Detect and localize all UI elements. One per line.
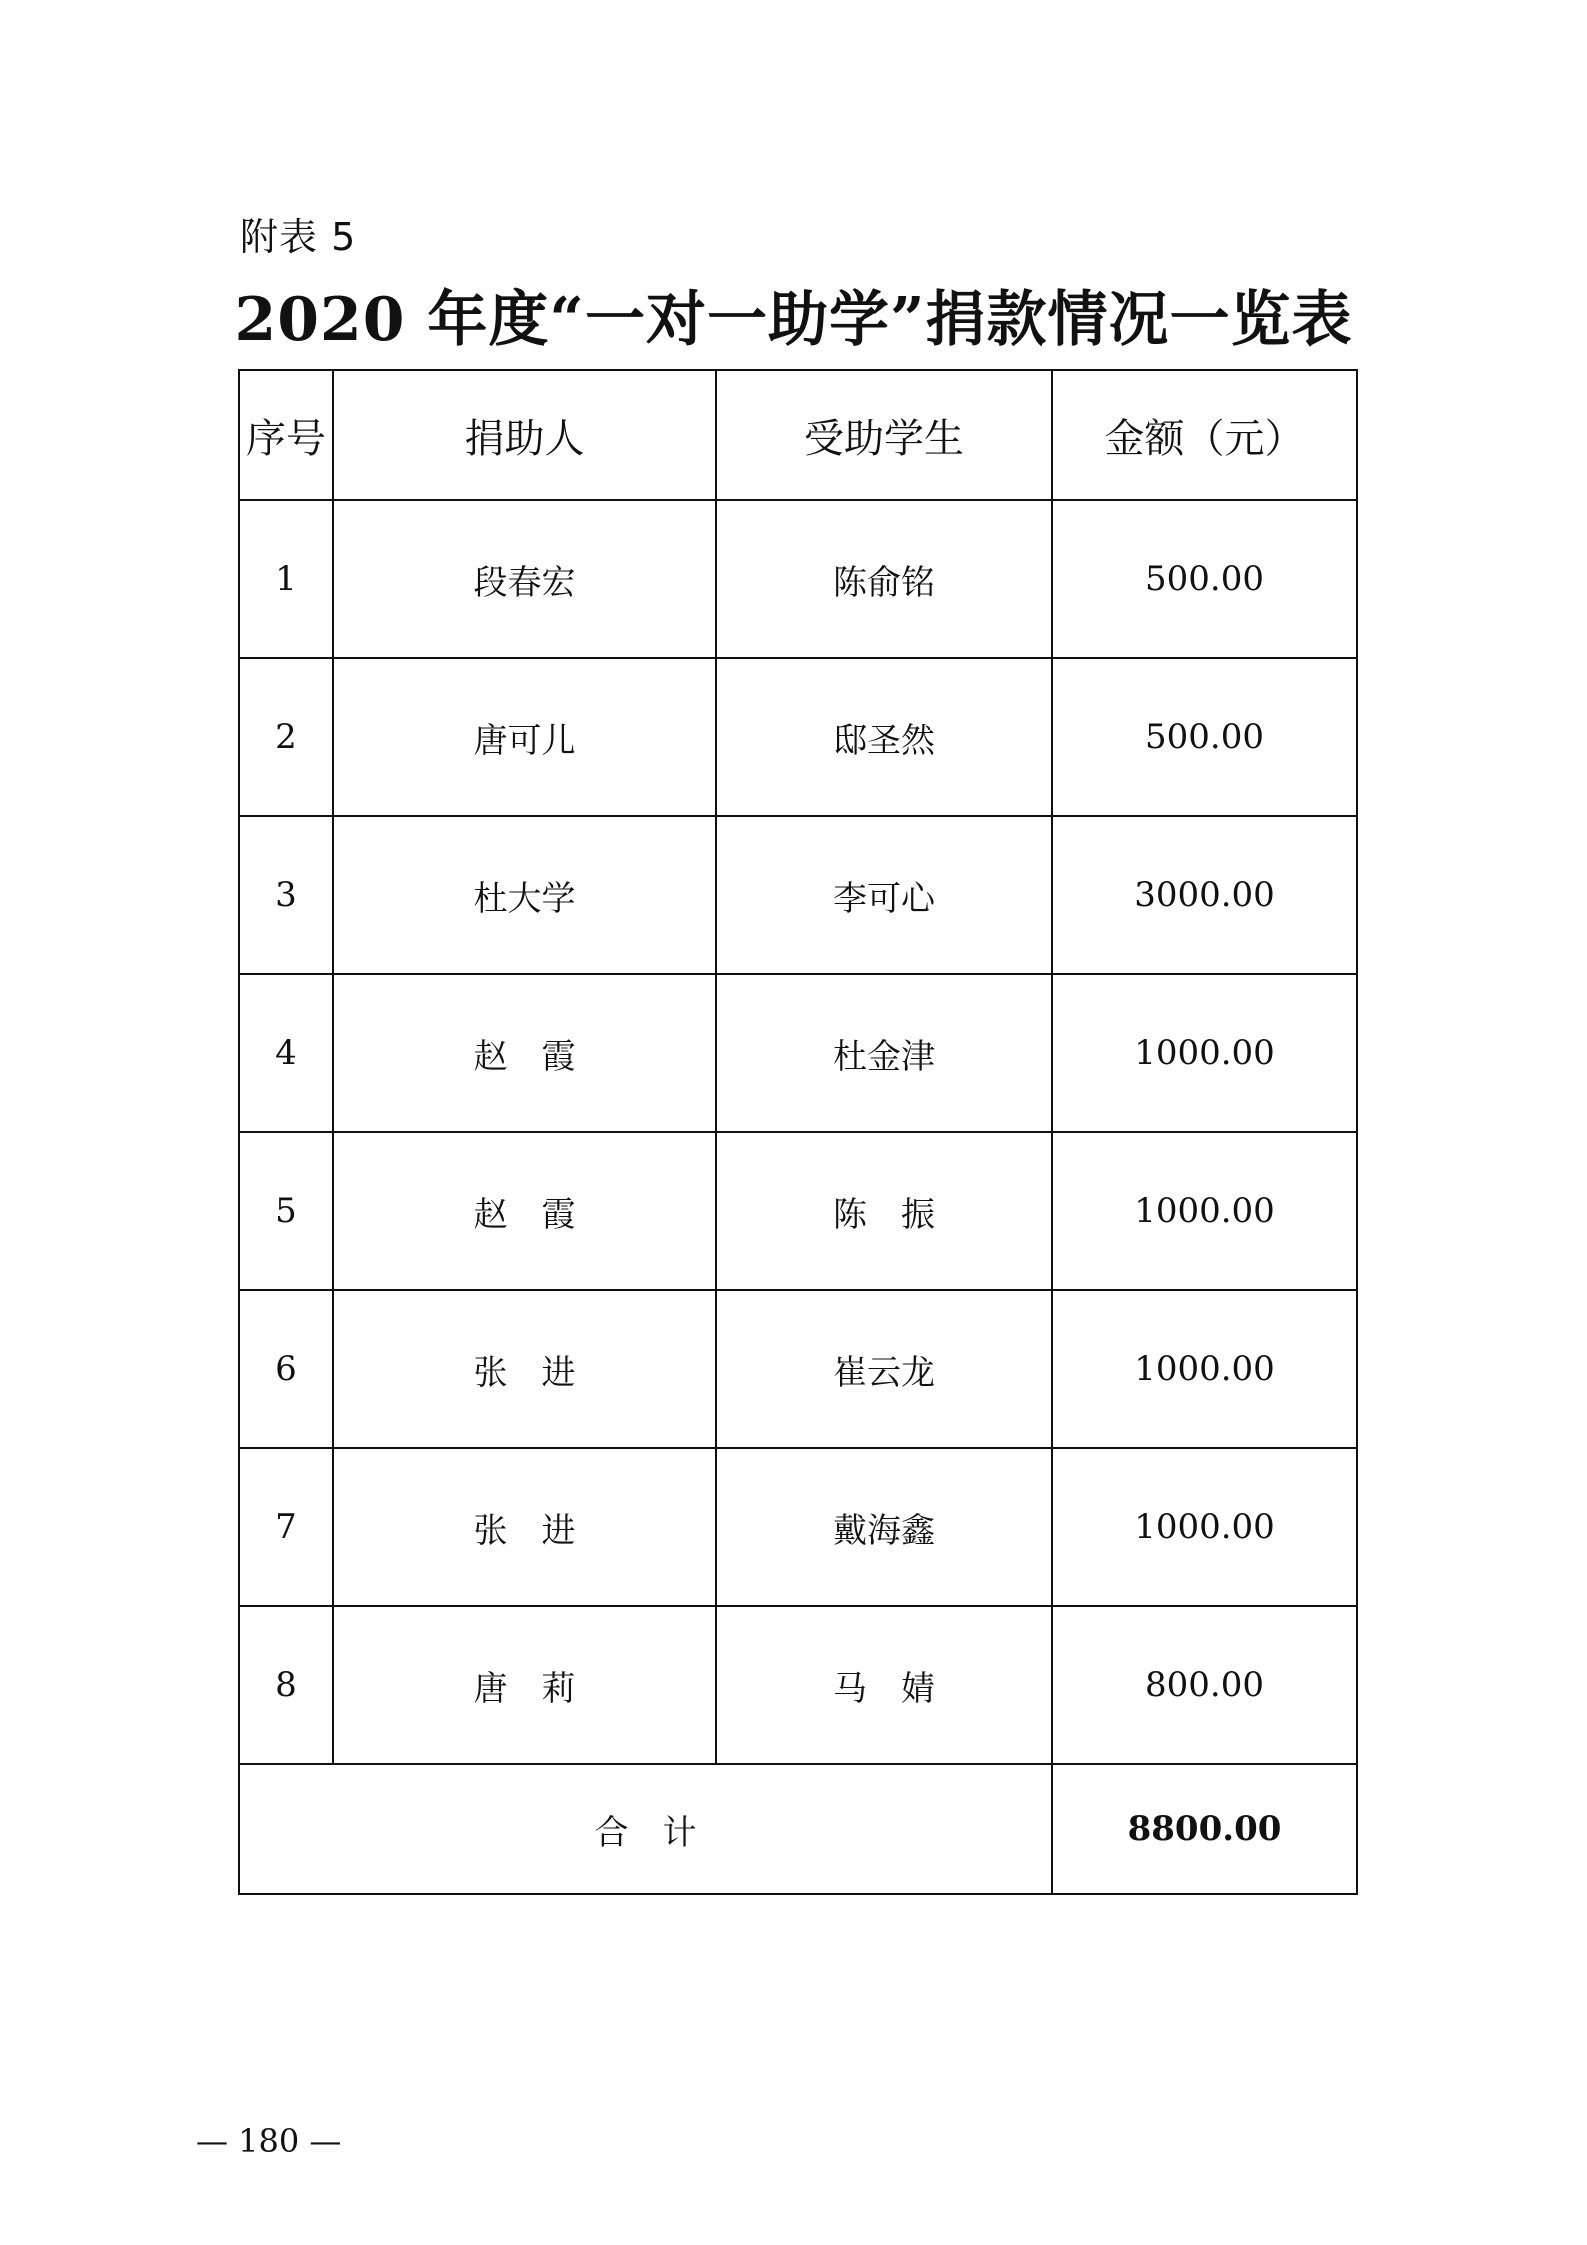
row-number: 7 bbox=[239, 1448, 333, 1606]
donation-amount: 1000.00 bbox=[1052, 1290, 1357, 1448]
table-row bbox=[239, 658, 1357, 816]
donation-table bbox=[238, 369, 1358, 1895]
row-number: 4 bbox=[239, 974, 333, 1132]
column-header-student: 受助学生 bbox=[716, 370, 1052, 500]
column-header-donor: 捐助人 bbox=[333, 370, 716, 500]
donor-name: 杜大学 bbox=[333, 816, 716, 974]
row-number: 8 bbox=[239, 1606, 333, 1764]
column-header-amount: 金额（元） bbox=[1052, 370, 1357, 500]
row-number: 6 bbox=[239, 1290, 333, 1448]
document-title: 2020 年度“一对一助学”捐款情况一览表 bbox=[234, 285, 1353, 355]
donation-amount: 500.00 bbox=[1052, 500, 1357, 658]
donation-amount: 500.00 bbox=[1052, 658, 1357, 816]
table-row bbox=[239, 500, 1357, 658]
donor-name: 赵 霞 bbox=[333, 974, 716, 1132]
table-row bbox=[239, 816, 1357, 974]
donor-name: 张 进 bbox=[333, 1290, 716, 1448]
donation-amount: 1000.00 bbox=[1052, 1132, 1357, 1290]
donation-amount: 1000.00 bbox=[1052, 974, 1357, 1132]
donor-name: 张 进 bbox=[333, 1448, 716, 1606]
donation-amount: 800.00 bbox=[1052, 1606, 1357, 1764]
student-name: 杜金津 bbox=[716, 974, 1052, 1132]
table-row bbox=[239, 974, 1357, 1132]
table-row bbox=[239, 1290, 1357, 1448]
student-name: 戴海鑫 bbox=[716, 1448, 1052, 1606]
donor-name: 赵 霞 bbox=[333, 1132, 716, 1290]
donation-amount: 3000.00 bbox=[1052, 816, 1357, 974]
total-amount: 8800.00 bbox=[1052, 1764, 1357, 1894]
student-name: 李可心 bbox=[716, 816, 1052, 974]
table-header-row bbox=[239, 370, 1357, 500]
table-row bbox=[239, 1132, 1357, 1290]
donor-name: 唐 莉 bbox=[333, 1606, 716, 1764]
donation-amount: 1000.00 bbox=[1052, 1448, 1357, 1606]
student-name: 崔云龙 bbox=[716, 1290, 1052, 1448]
column-header-no: 序号 bbox=[239, 370, 333, 500]
row-number: 2 bbox=[239, 658, 333, 816]
table-row bbox=[239, 1606, 1357, 1764]
page-number: — 180 — bbox=[196, 2122, 342, 2160]
table-row bbox=[239, 1448, 1357, 1606]
student-name: 马 婧 bbox=[716, 1606, 1052, 1764]
total-label: 合 计 bbox=[239, 1764, 1052, 1894]
total-row bbox=[239, 1764, 1357, 1894]
row-number: 3 bbox=[239, 816, 333, 974]
student-name: 陈 振 bbox=[716, 1132, 1052, 1290]
appendix-label: 附表 5 bbox=[240, 215, 357, 259]
donor-name: 段春宏 bbox=[333, 500, 716, 658]
student-name: 邸圣然 bbox=[716, 658, 1052, 816]
row-number: 5 bbox=[239, 1132, 333, 1290]
student-name: 陈俞铭 bbox=[716, 500, 1052, 658]
donor-name: 唐可儿 bbox=[333, 658, 716, 816]
row-number: 1 bbox=[239, 500, 333, 658]
